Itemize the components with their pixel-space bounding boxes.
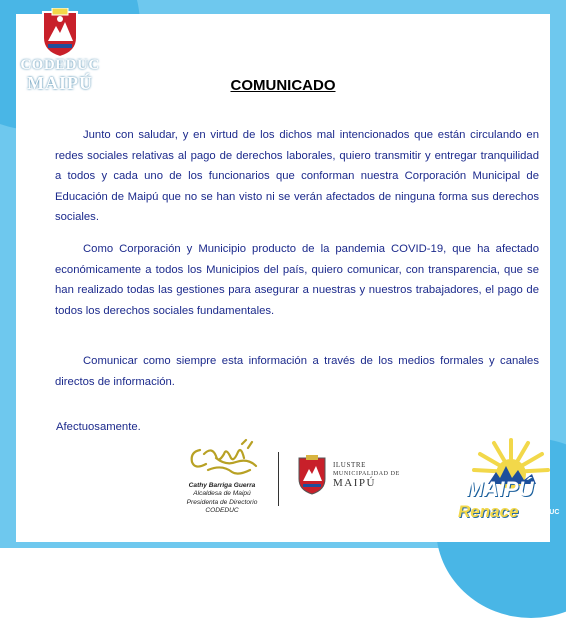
logo-text-line1: CODEDUC <box>20 57 100 73</box>
paragraph-1: Junto con saludar, y en virtud de los dichos mal intencionados que están circulando en redes sociales relativas al pago de derechos laborales, quiero transmitir y entregar tranquilidad a todos y cada uno de los funcionarios que conforman nuestra Corporación Municipal de Educación de Maipú que no se han visto ni se verán afectados de ninguna forma sus derechos sociales. <box>55 129 539 223</box>
municipality-label <box>333 461 400 488</box>
signatory-role-2: Presidenta de Directorio <box>186 498 258 506</box>
municipality-line3: MAIPÚ <box>333 477 376 489</box>
paragraph-2: Como Corporación y Municipio producto de la pandemia COVID-19, que ha afectado económicamente a todos los Municipios del país, quiero comunicar, con transparencia, que se han realizado todas las gestiones para asegurar a nuestras y nuestros trabajadores, el pago de todos los derechos sociales fundamentales. <box>55 243 539 317</box>
signature-divider <box>278 452 279 506</box>
campaign-word-maipu: MAIPÚ <box>466 478 534 501</box>
municipality-line2: MUNICIPALIDAD DE <box>333 471 400 477</box>
campaign-word-codeduc: CODEDUC <box>524 509 560 516</box>
signatory-name: Cathy Barriga Guerra <box>188 482 256 489</box>
campaign-word-renace: Renace <box>458 502 519 521</box>
signatory-role-3: CODEDUC <box>205 507 239 515</box>
closing-salutation: Afectuosamente. <box>56 421 141 433</box>
municipality-crest-icon <box>297 455 327 495</box>
municipality-line1: ILUSTRE <box>333 461 366 469</box>
maipu-renace-logo <box>452 432 564 544</box>
paragraph-3: Comunicar como siempre esta información a través de los medios formales y canales directos de información. <box>55 355 539 388</box>
signatory-role-1: Alcaldesa de Maipú <box>193 490 251 498</box>
crest-icon <box>40 8 80 58</box>
handwritten-signature <box>186 436 262 480</box>
document-title: COMUNICADO <box>230 77 336 94</box>
signatory-block <box>170 482 274 516</box>
logo-text-line2: MAIPÚ <box>27 72 93 93</box>
